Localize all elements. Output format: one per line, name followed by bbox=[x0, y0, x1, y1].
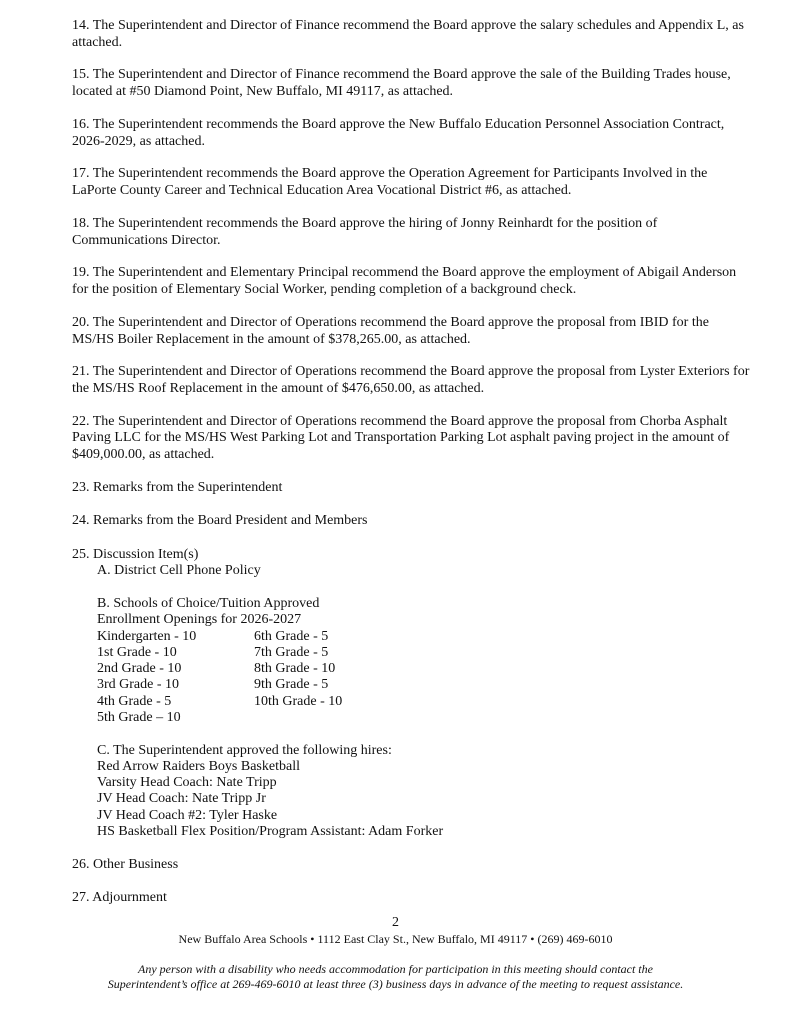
grade-opening: 1st Grade - 10 bbox=[97, 644, 177, 660]
agenda-item-25-discussion bbox=[72, 547, 752, 841]
notice-line: Any person with a disability who needs accommodation for participation in this meeting should contact the bbox=[138, 962, 653, 976]
item-number: 22. bbox=[72, 413, 90, 429]
agenda-item-17 bbox=[72, 166, 752, 199]
agenda-item-18 bbox=[72, 216, 752, 249]
agenda-item-27 bbox=[72, 890, 752, 907]
hire-line: JV Head Coach: Nate Tripp Jr bbox=[97, 791, 266, 807]
hire-line: Varsity Head Coach: Nate Tripp bbox=[97, 775, 277, 791]
item-text: Remarks from the Superintendent bbox=[93, 479, 283, 495]
other-business: 26. Other Business bbox=[72, 856, 179, 872]
item-number: 15. bbox=[72, 67, 90, 83]
item-number: 14. bbox=[72, 18, 90, 33]
agenda-item-22 bbox=[72, 414, 752, 464]
agenda-page bbox=[72, 18, 752, 923]
grade-opening: 10th Grade - 10 bbox=[254, 693, 343, 709]
agenda-item-20 bbox=[72, 315, 752, 348]
enrollment-openings-subtitle: Enrollment Openings for 2026-2027 bbox=[97, 612, 302, 628]
item-text: The Superintendent and Director of Operations recommend the Board approve the proposal from IBID for the MS/HS Boiler Replacement in the amount of $378,265.00, as attached. bbox=[72, 314, 709, 347]
hire-line: Red Arrow Raiders Boys Basketball bbox=[97, 758, 300, 774]
discussion-item-c-title: C. The Superintendent approved the following hires: bbox=[97, 742, 392, 758]
agenda-item-19 bbox=[72, 265, 752, 298]
item-text: The Superintendent and Director of Finance recommend the Board approve the sale of the Building Trades house, located at #50 Diamond Point, New Buffalo, MI 49117, as attached. bbox=[72, 67, 731, 100]
grade-opening: 7th Grade - 5 bbox=[254, 644, 329, 660]
grade-opening: 4th Grade - 5 bbox=[97, 693, 172, 709]
item-text: The Superintendent and Elementary Principal recommend the Board approve the employment of Abigail Anderson for the position of Elementary Social Worker, pending completion of a background check. bbox=[72, 265, 737, 298]
item-number: 21. bbox=[72, 364, 90, 380]
grade-opening: 3rd Grade - 10 bbox=[97, 677, 180, 693]
grade-opening: 2nd Grade - 10 bbox=[97, 661, 182, 677]
item-number: 17. bbox=[72, 166, 90, 182]
agenda-item-26 bbox=[72, 857, 752, 874]
item-text: The Superintendent recommends the Board approve the New Buffalo Education Personnel Association Contract, 2026-2029, as attached. bbox=[72, 116, 725, 149]
item-text: Remarks from the Board President and Members bbox=[93, 513, 368, 529]
discussion-title: 25. Discussion Item(s) bbox=[72, 546, 199, 562]
page-number: 2 bbox=[392, 915, 399, 930]
agenda-item-16 bbox=[72, 117, 752, 150]
item-text: The Superintendent and Director of Operations recommend the Board approve the proposal from Lyster Exteriors for the MS/HS Roof Replacement in the amount of $476,650.00, as attached. bbox=[72, 364, 750, 396]
item-number: 20. bbox=[72, 314, 90, 330]
item-text: The Superintendent and Director of Finance recommend the Board approve the salary schedules and Appendix L, as attached. bbox=[72, 18, 744, 50]
discussion-item-a: A. District Cell Phone Policy bbox=[97, 563, 261, 579]
agenda-item-14 bbox=[72, 18, 752, 51]
agenda-item-15 bbox=[72, 67, 752, 100]
item-number: 23. bbox=[72, 479, 90, 495]
grade-opening: Kindergarten - 10 bbox=[97, 628, 197, 644]
agenda-item-24 bbox=[72, 513, 752, 530]
grade-opening: 9th Grade - 5 bbox=[254, 677, 329, 693]
spacer bbox=[97, 726, 752, 742]
agenda-item-21 bbox=[72, 364, 752, 397]
hire-line: HS Basketball Flex Position/Program Assistant: Adam Forker bbox=[97, 824, 444, 840]
hire-line: JV Head Coach #2: Tyler Haske bbox=[97, 807, 278, 823]
accessibility-notice bbox=[0, 962, 791, 992]
item-text: The Superintendent and Director of Operations recommend the Board approve the proposal from Chorba Asphalt Paving LLC for the MS/HS West Parking Lot and Transportation Parking Lot asphalt paving project in the amount of $409,000.00, as attached. bbox=[72, 413, 730, 463]
item-number: 24. bbox=[72, 513, 90, 529]
footer-address: New Buffalo Area Schools • 1112 East Clay St., New Buffalo, MI 49117 • (269) 469-6010 bbox=[178, 932, 613, 946]
grade-opening-empty bbox=[254, 710, 414, 726]
spacer bbox=[97, 580, 752, 596]
item-number: 16. bbox=[72, 116, 90, 132]
discussion-item-b-title: B. Schools of Choice/Tuition Approved bbox=[97, 595, 320, 611]
notice-line: Superintendent’s office at 269-469-6010 at least three (3) business days in advance of the meeting to request assistance. bbox=[107, 977, 684, 991]
adjournment: 27. Adjournment bbox=[72, 890, 167, 906]
discussion-subitems bbox=[72, 563, 752, 840]
item-number: 18. bbox=[72, 215, 90, 231]
grade-opening: 8th Grade - 10 bbox=[254, 661, 336, 677]
item-text: The Superintendent recommends the Board approve the hiring of Jonny Reinhardt for the position of Communications Director. bbox=[72, 215, 658, 248]
grade-opening: 5th Grade – 10 bbox=[97, 710, 181, 725]
agenda-item-23 bbox=[72, 480, 752, 497]
enrollment-openings-grid bbox=[97, 629, 752, 727]
item-text: The Superintendent recommends the Board approve the Operation Agreement for Participants Involved in the LaPorte County Career and Technical Education Area Vocational District #6, as attached. bbox=[72, 166, 708, 199]
item-number: 19. bbox=[72, 265, 90, 281]
grade-opening: 6th Grade - 5 bbox=[254, 628, 329, 644]
